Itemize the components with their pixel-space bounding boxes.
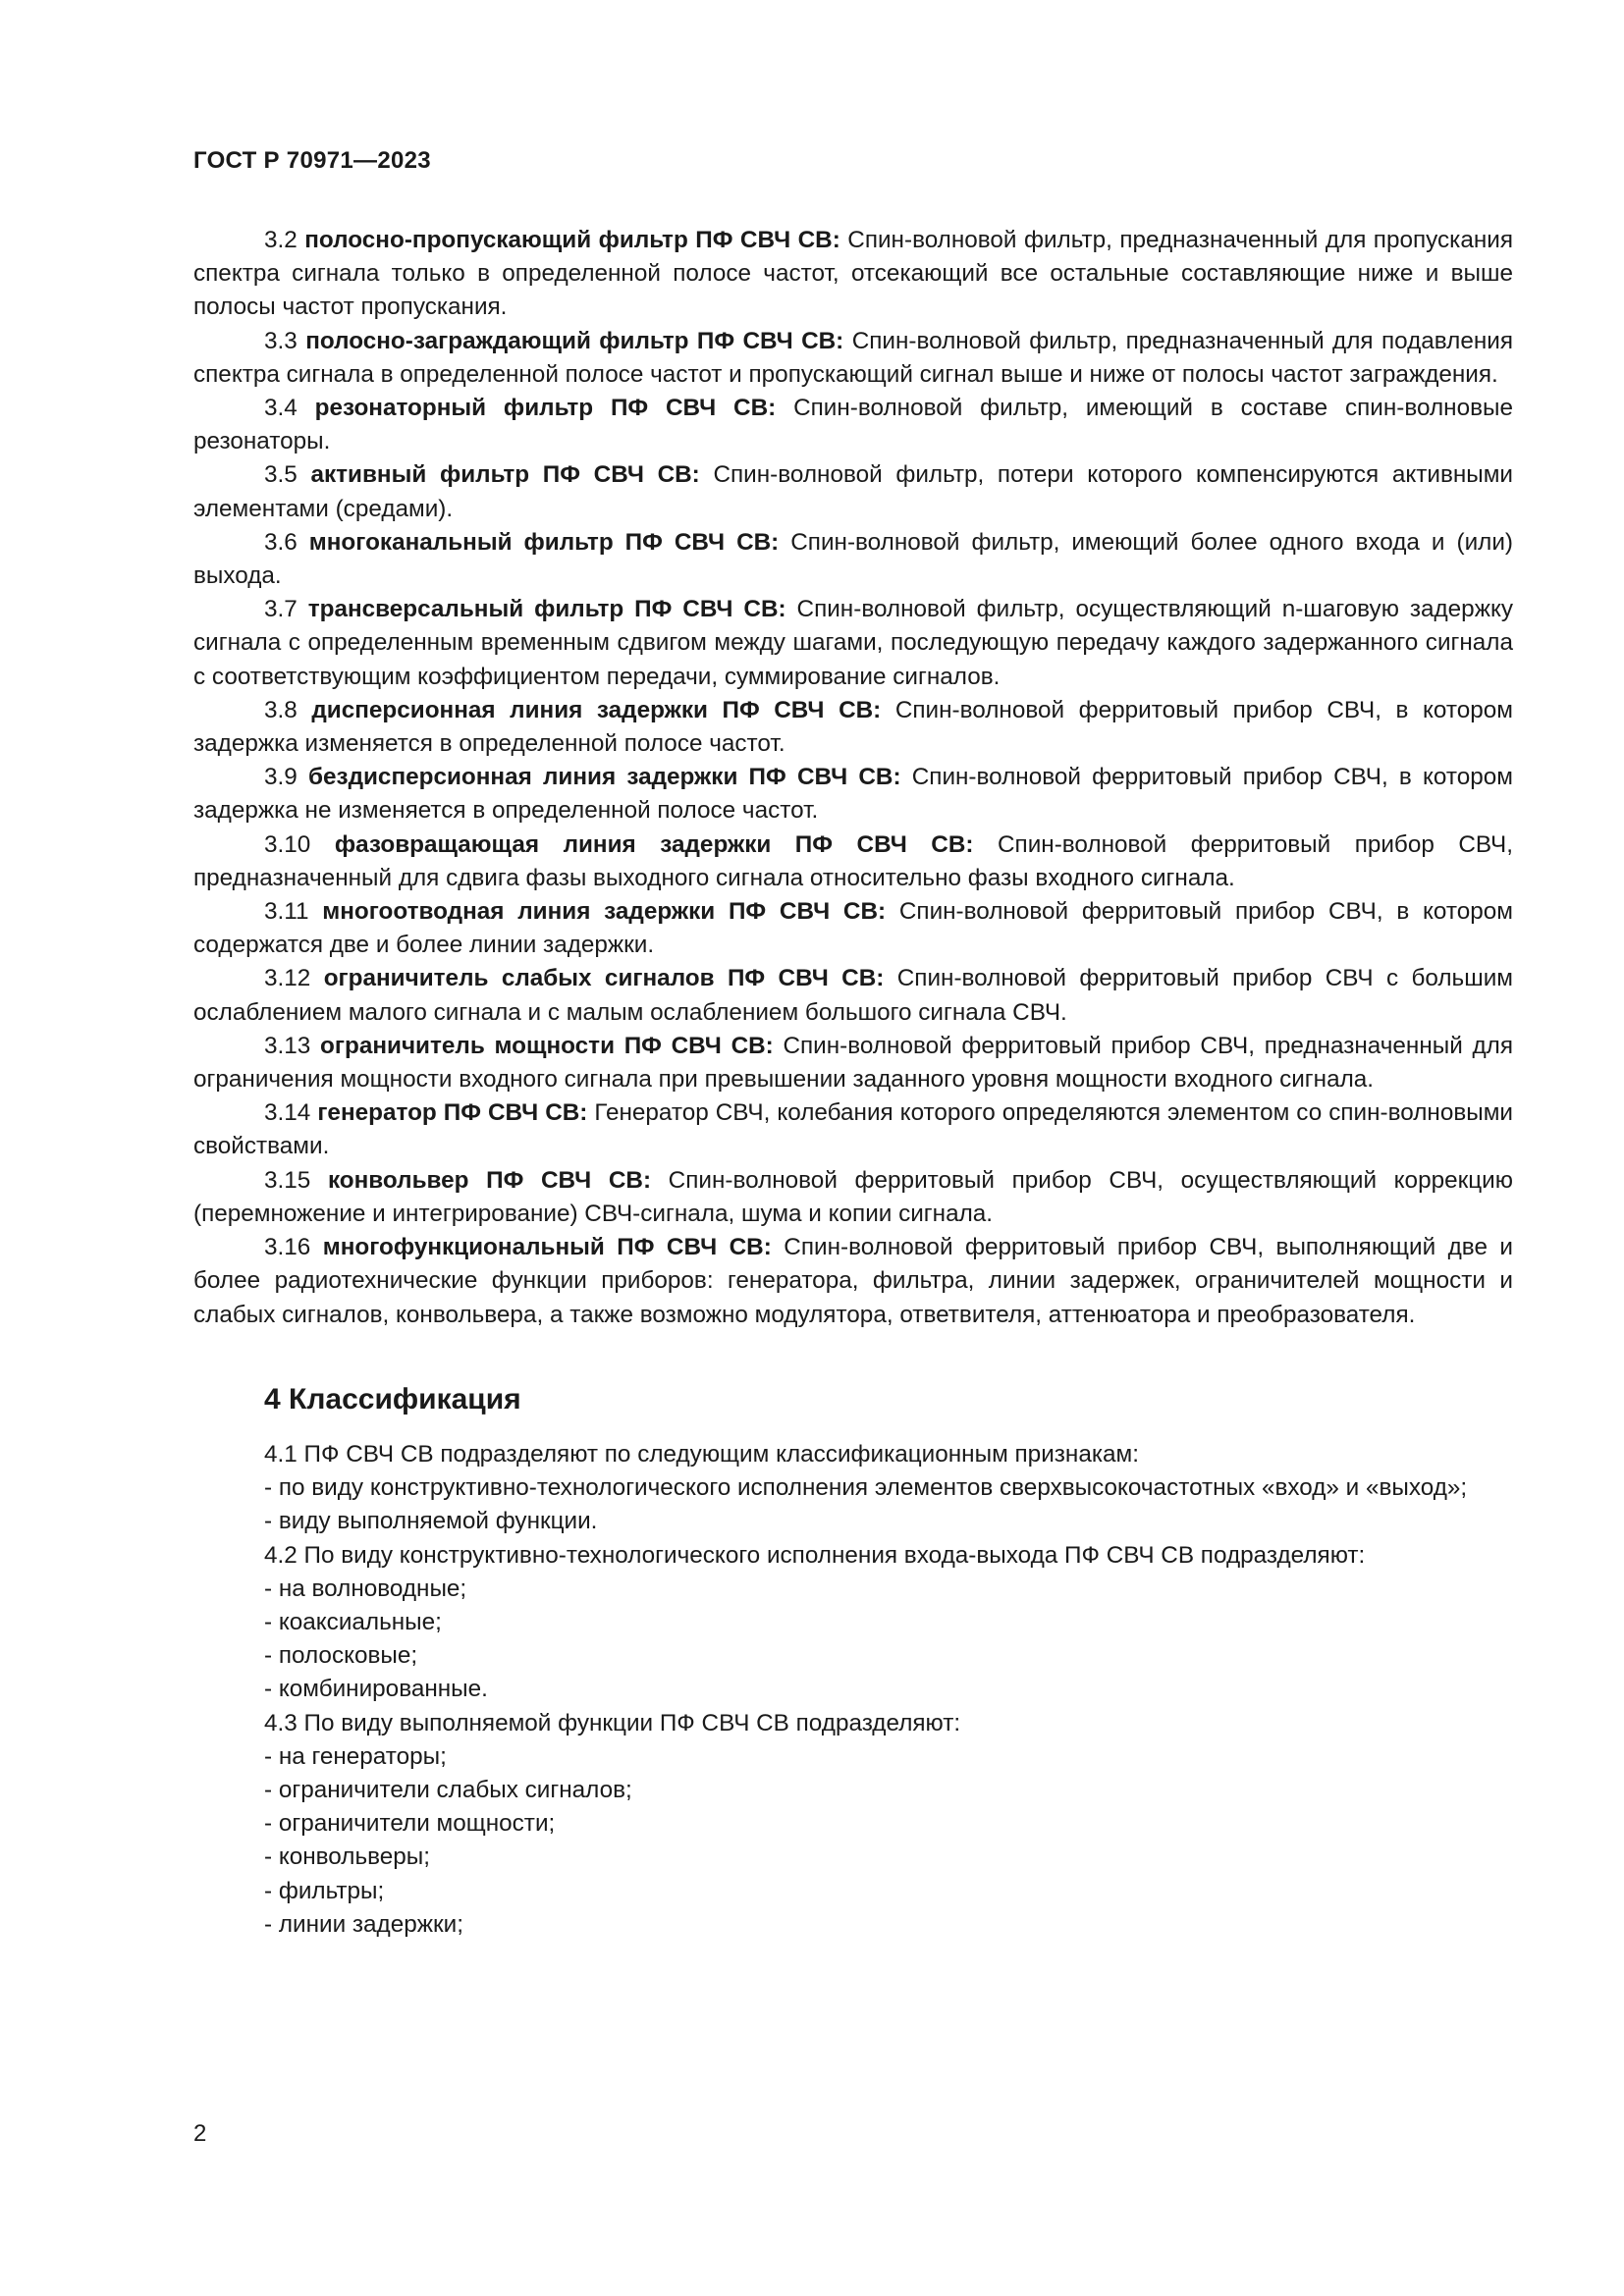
term-definition: [193, 224, 1513, 325]
term-name: генератор ПФ СВЧ СВ:: [317, 1099, 588, 1127]
section-title: 4 Классификация: [264, 1382, 521, 1415]
term-name: многоотводная линия задержки ПФ СВЧ СВ:: [322, 898, 887, 926]
terms-list: [193, 224, 1513, 1332]
term-definition: [193, 593, 1513, 694]
term-name: ограничитель мощности ПФ СВЧ СВ:: [320, 1032, 774, 1059]
term-definition: [193, 761, 1513, 828]
list-item: - на генераторы;: [264, 1742, 447, 1770]
list-item: - по виду конструктивно-технологического исполнения элементов сверхвысокочастотных «вход» и «выход»;: [264, 1474, 1468, 1502]
list-4-3: [193, 1740, 1513, 1942]
term-text: Спин-волновой фильтр, имеющий в составе спин-волновые резонаторы.: [193, 395, 1513, 455]
term-name: ограничитель слабых сигналов ПФ СВЧ СВ:: [323, 965, 885, 992]
term-number: 3.9: [264, 764, 298, 791]
list-item: - линии задержки;: [264, 1910, 463, 1938]
list-item: - фильтры;: [264, 1877, 385, 1904]
term-number: 3.7: [264, 596, 298, 623]
term-name: конвольвер ПФ СВЧ СВ:: [327, 1166, 652, 1194]
term-name: многоканальный фильтр ПФ СВЧ СВ:: [308, 528, 780, 556]
term-definition: [193, 526, 1513, 593]
document-body: [193, 224, 1513, 1942]
term-definition: [193, 325, 1513, 392]
term-number: 3.2: [264, 227, 298, 253]
term-number: 3.12: [264, 965, 311, 992]
term-text: Спин-волновой ферритовый прибор СВЧ, в котором задержка не изменяется в определенной полосе частот.: [193, 764, 1513, 825]
term-number: 3.16: [264, 1234, 311, 1261]
term-definition: [193, 895, 1513, 962]
term-definition: [193, 1164, 1513, 1231]
list-item: - ограничители мощности;: [264, 1810, 556, 1838]
term-number: 3.14: [264, 1099, 311, 1127]
term-name: активный фильтр ПФ СВЧ СВ:: [310, 461, 700, 489]
term-name: резонаторный фильтр ПФ СВЧ СВ:: [314, 395, 777, 422]
term-text: Спин-волновой фильтр, потери которого компенсируются активными элементами (средами).: [193, 461, 1514, 522]
page-number: 2: [193, 2120, 207, 2147]
list-item: - ограничители слабых сигналов;: [264, 1776, 632, 1803]
term-name: полосно-пропускающий фильтр ПФ СВЧ СВ:: [304, 227, 840, 253]
list-4-2: [193, 1573, 1513, 1707]
term-definition: [193, 392, 1513, 458]
term-number: 3.8: [264, 696, 298, 723]
term-name: полосно-заграждающий фильтр ПФ СВЧ СВ:: [305, 327, 844, 354]
term-text: Спин-волновой ферритовый прибор СВЧ, осуществляющий коррекцию (перемножение и интегрирование) СВЧ-сигнала, шума и копии сигнала.: [193, 1166, 1513, 1227]
term-definition: [193, 1096, 1513, 1163]
term-text: Генератор СВЧ, колебания которого определяются элементом со спин-волновыми свойствами.: [193, 1099, 1513, 1160]
list-item: - полосковые;: [264, 1642, 418, 1670]
term-definition: [193, 1030, 1513, 1096]
term-text: Спин-волновой фильтр, предназначенный для пропускания спектра сигнала только в определенной полосе частот, отсекающий все остальные составляющие ниже и выше полосы частот пропускания.: [193, 227, 1513, 321]
term-name: трансверсальный фильтр ПФ СВЧ СВ:: [307, 596, 786, 623]
term-number: 3.11: [264, 898, 309, 926]
term-number: 3.6: [264, 528, 298, 556]
term-text: Спин-волновой ферритовый прибор СВЧ с большим ослаблением малого сигнала и с малым ослаблением большого сигнала СВЧ.: [193, 965, 1513, 1026]
list-item: - виду выполняемой функции.: [264, 1508, 598, 1535]
term-definition: [193, 1231, 1513, 1332]
term-text: Спин-волновой фильтр, предназначенный для подавления спектра сигнала в определенной полосе частот и пропускающий сигнал выше и ниже от полосы частот заграждения.: [193, 327, 1513, 388]
term-name: фазовращающая линия задержки ПФ СВЧ СВ:: [334, 830, 974, 858]
term-text: Спин-волновой ферритовый прибор СВЧ, в котором содержатся две и более линии задержки.: [193, 898, 1513, 959]
list-item: - коаксиальные;: [264, 1608, 442, 1635]
term-text: Спин-волновой ферритовый прибор СВЧ, предназначенный для ограничения мощности входного сигнала при превышении заданного уровня мощности входного сигнала.: [193, 1032, 1513, 1094]
paragraph-4-2: 4.2 По виду конструктивно-технологического исполнения входа-выхода ПФ СВЧ СВ подразделяют:: [264, 1541, 1366, 1569]
term-definition: [193, 828, 1513, 895]
term-name: бездисперсионная линия задержки ПФ СВЧ СВ:: [307, 764, 901, 791]
term-number: 3.3: [264, 327, 298, 354]
standard-header: ГОСТ Р 70971—2023: [193, 147, 431, 174]
term-text: Спин-волновой ферритовый прибор СВЧ, в котором задержка изменяется в определенной полосе частот.: [193, 696, 1513, 758]
term-number: 3.5: [264, 461, 298, 489]
term-text: Спин-волновой ферритовый прибор СВЧ, выполняющий две и более радиотехнические функции приборов: генератора, фильтра, линии задержек, ограничителей мощности и слабых сигналов, конвольвера, а также возможно модулятора, ответвителя, аттенюатора и преобразователя.: [193, 1234, 1513, 1328]
term-text: Спин-волновой фильтр, осуществляющий n-шаговую задержку сигнала с определенным временным сдвигом между шагами, последующую передачу каждого задержанного сигнала с соответствующим коэффициентом передачи, суммирование сигналов.: [193, 596, 1513, 690]
term-text: Спин-волновой фильтр, имеющий более одного входа и (или) выхода.: [193, 528, 1513, 590]
list-4-1: [193, 1471, 1513, 1538]
term-number: 3.13: [264, 1032, 311, 1059]
term-name: многофункциональный ПФ СВЧ СВ:: [322, 1234, 772, 1261]
term-name: дисперсионная линия задержки ПФ СВЧ СВ:: [311, 696, 882, 723]
list-item: - комбинированные.: [264, 1676, 488, 1703]
list-item: - конвольверы;: [264, 1843, 430, 1871]
term-number: 3.10: [264, 830, 311, 858]
term-text: Спин-волновой ферритовый прибор СВЧ, предназначенный для сдвига фазы выходного сигнала относительно фазы входного сигнала.: [193, 830, 1513, 891]
term-definition: [193, 694, 1513, 761]
term-definition: [193, 962, 1513, 1029]
list-item: - на волноводные;: [264, 1575, 467, 1602]
term-number: 3.15: [264, 1166, 311, 1194]
term-definition: [193, 458, 1513, 525]
paragraph-4-3: 4.3 По виду выполняемой функции ПФ СВЧ СВ подразделяют:: [264, 1709, 961, 1736]
paragraph-4-1: 4.1 ПФ СВЧ СВ подразделяют по следующим классификационным признакам:: [264, 1440, 1139, 1468]
term-number: 3.4: [264, 395, 298, 422]
